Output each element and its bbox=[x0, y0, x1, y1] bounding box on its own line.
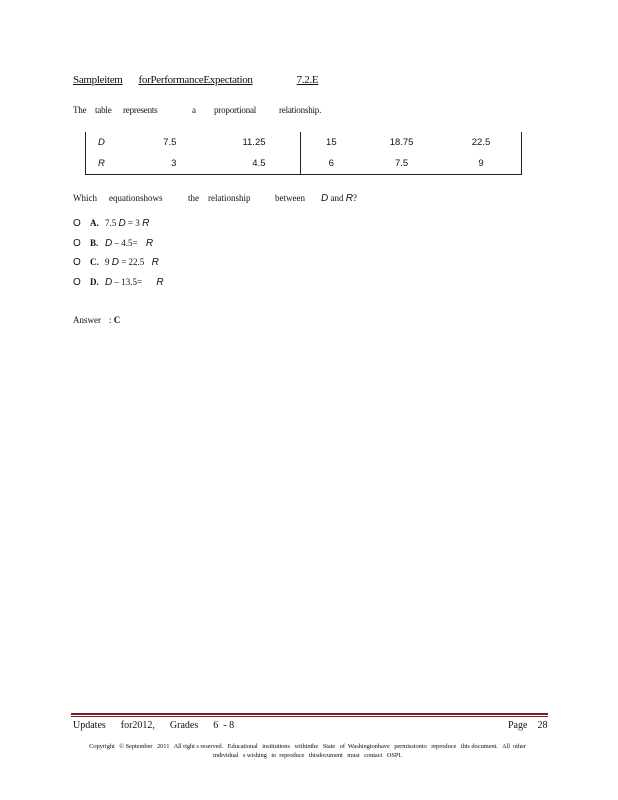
table-cell: 15 bbox=[326, 137, 337, 148]
option-c[interactable] bbox=[73, 257, 159, 268]
option-d[interactable] bbox=[73, 277, 164, 288]
header-part-1: Sampleitem bbox=[73, 74, 123, 86]
option-var: R bbox=[145, 238, 154, 249]
answer-separator: : bbox=[109, 315, 112, 325]
radio-icon[interactable]: O bbox=[73, 238, 81, 249]
option-var: R bbox=[156, 277, 164, 288]
intro-word: a bbox=[192, 105, 196, 115]
table-cell: 9 bbox=[441, 153, 521, 175]
question-word: the bbox=[188, 193, 199, 203]
row-label: D bbox=[86, 132, 136, 153]
table-cell: 18.75 bbox=[389, 137, 414, 148]
header-part-3: 7.2.E bbox=[296, 74, 319, 86]
table-cell: 11.25 bbox=[176, 132, 300, 153]
table-cell: 4.5 bbox=[176, 153, 300, 175]
option-var: D bbox=[105, 238, 113, 249]
question-word: and bbox=[330, 193, 344, 203]
option-expr: = 22.5 bbox=[121, 257, 145, 267]
proportional-table bbox=[85, 132, 522, 175]
row-label: R bbox=[86, 153, 136, 175]
option-expr: – 13.5= bbox=[114, 277, 143, 287]
option-letter: B. bbox=[90, 238, 99, 248]
intro-word: table bbox=[95, 105, 112, 115]
option-letter: A. bbox=[90, 218, 99, 228]
intro-word: relationship. bbox=[279, 105, 322, 115]
option-var: R bbox=[151, 257, 159, 268]
table-row bbox=[86, 132, 522, 153]
answer-line bbox=[73, 315, 120, 325]
table-cell: 22.5 bbox=[441, 132, 521, 153]
intro-sentence bbox=[73, 105, 321, 115]
question-word: equationshows bbox=[109, 193, 163, 203]
option-var: R bbox=[142, 218, 150, 229]
table-cell: 7.5 bbox=[362, 153, 441, 175]
answer-value: C bbox=[113, 315, 121, 325]
question-word: relationship bbox=[208, 193, 251, 203]
table-cell: 3 bbox=[135, 153, 176, 175]
variable-r: R bbox=[345, 193, 353, 204]
table-cell: 7.5 bbox=[163, 137, 177, 148]
option-b[interactable] bbox=[73, 238, 153, 249]
question-mark: ? bbox=[352, 193, 357, 203]
option-var: D bbox=[118, 218, 126, 229]
option-letter: D. bbox=[90, 277, 99, 287]
footer-rule-thin bbox=[71, 716, 548, 717]
footer-updates: Updates for2012, Grades 6 - 8 bbox=[73, 720, 235, 731]
table-cell: 6 bbox=[300, 153, 362, 175]
option-var: D bbox=[111, 257, 119, 268]
radio-icon[interactable]: O bbox=[73, 218, 81, 229]
header-part-2: forPerformanceExpectation bbox=[138, 74, 253, 86]
footer-rule-thick bbox=[71, 713, 548, 715]
intro-word: The bbox=[73, 105, 87, 115]
question-word: between bbox=[275, 193, 305, 203]
option-letter: C. bbox=[90, 257, 99, 267]
variable-d: D bbox=[321, 193, 329, 204]
option-a[interactable] bbox=[73, 218, 149, 229]
copyright-notice: Copyright © September 2011 All right s reserved. Educational institutions withinthe State of Washingtonhave permissionto reproduce this document. All other individual s wishing to reproduce thisdocument must contact OSPI. bbox=[89, 743, 531, 759]
intro-word: represents bbox=[123, 105, 158, 115]
question-word: Which bbox=[73, 193, 97, 203]
page-header-title bbox=[73, 74, 318, 86]
option-expr: – 4.5= bbox=[114, 238, 138, 248]
option-expr: 9 bbox=[105, 257, 110, 267]
answer-label: Answer bbox=[73, 315, 101, 325]
footer-page-number: Page 28 bbox=[508, 720, 548, 731]
table-row bbox=[86, 153, 522, 175]
intro-word: proportional bbox=[214, 105, 257, 115]
option-expr: 7.5 bbox=[105, 218, 117, 228]
option-var: D bbox=[105, 277, 113, 288]
radio-icon[interactable]: O bbox=[73, 277, 81, 288]
option-expr: = 3 bbox=[127, 218, 140, 228]
question-text bbox=[73, 193, 357, 204]
radio-icon[interactable]: O bbox=[73, 257, 81, 268]
